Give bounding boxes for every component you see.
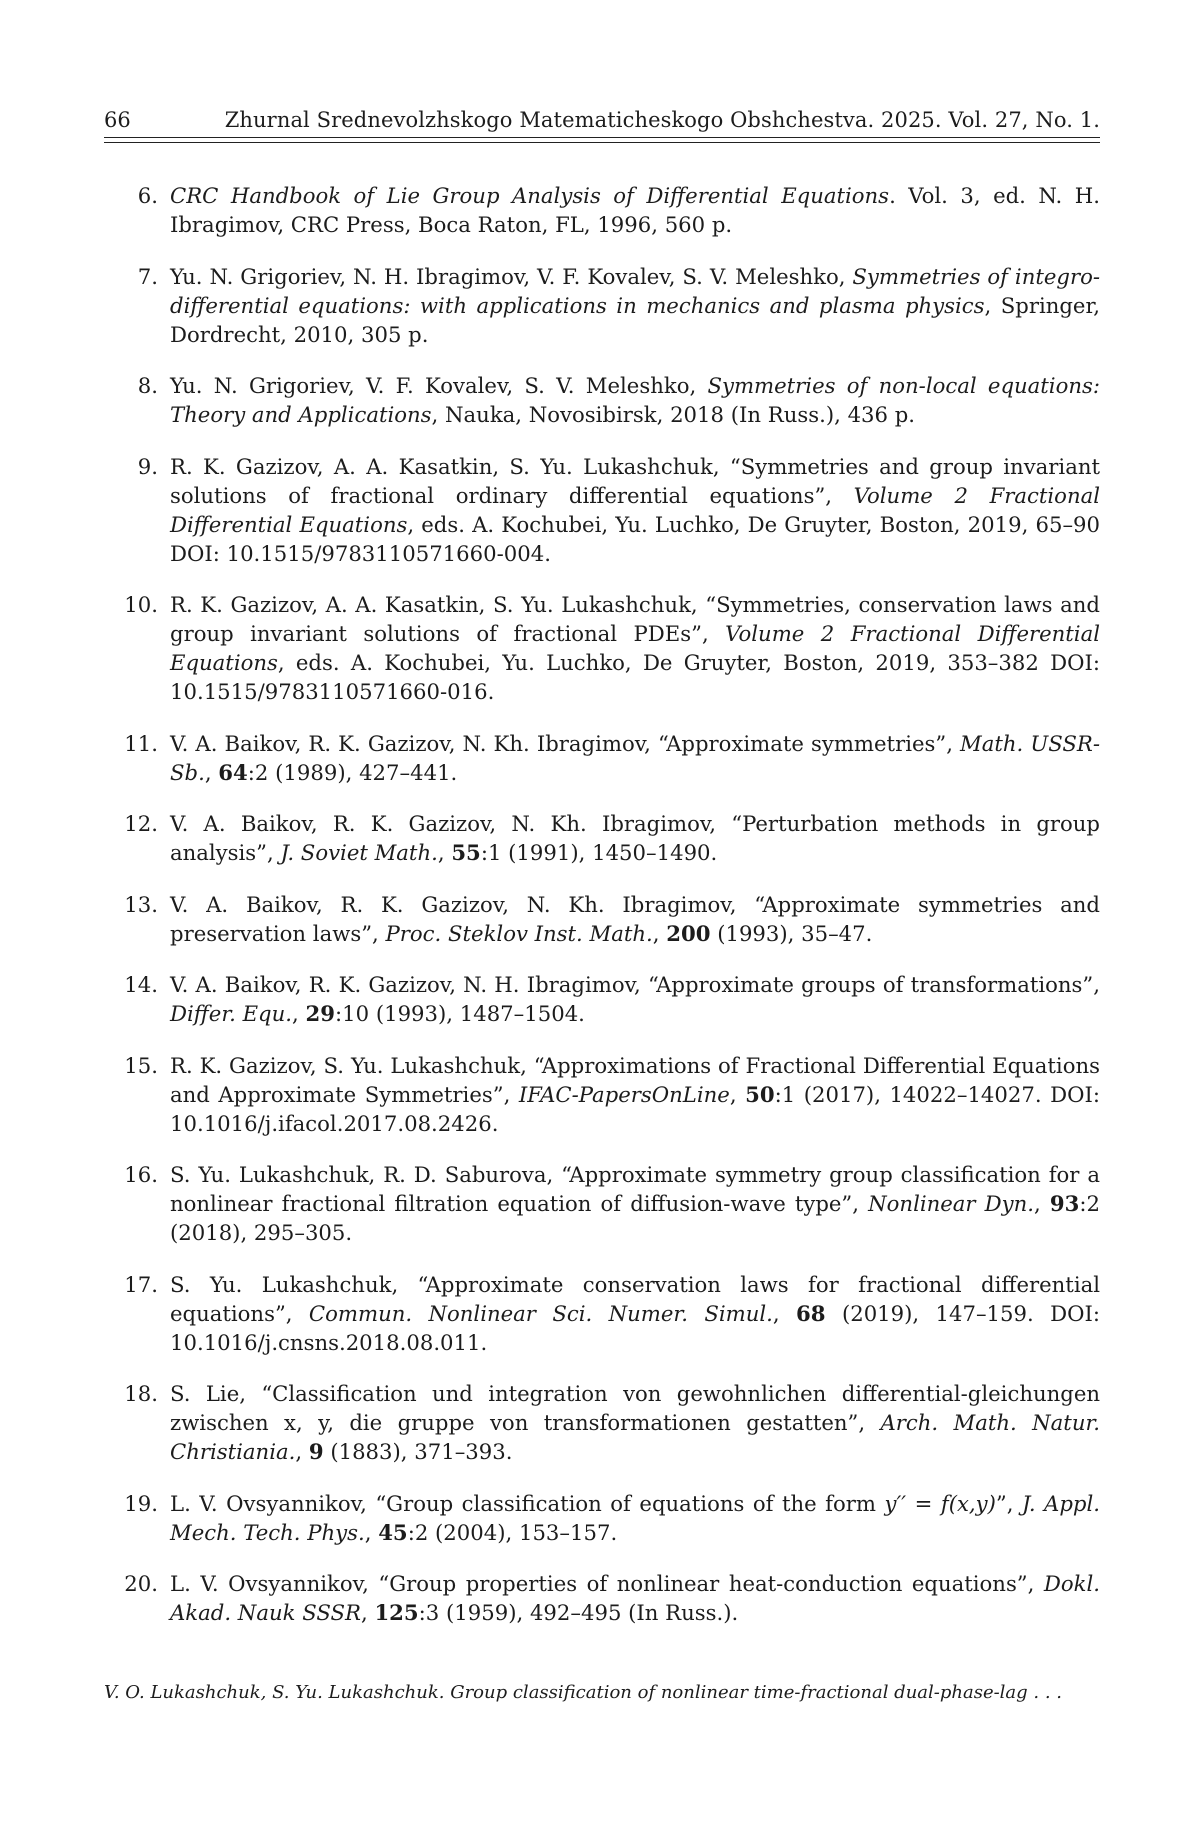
reference-text: , <box>360 1600 375 1625</box>
reference-volume: 29 <box>305 1001 335 1026</box>
journal-title: Zhurnal Srednevolzhskogo Matematicheskogo Obshchestva. 2025. Vol. 27, No. 1. <box>224 108 1100 132</box>
reference-text: Yu. N. Grigoriev, N. H. Ibragimov, V. F. Kovalev, S. V. Meleshko, <box>170 263 853 289</box>
reference-text: S. Yu. Lukashchuk, R. D. Saburova, “Approximate symmetry group classification for a nonlinear fractional filtration equation of diffusion-wave type”, <box>170 1162 1100 1216</box>
reference-number: 9. <box>137 453 158 479</box>
reference-text: :2 (2018), 295–305. <box>170 1191 1100 1245</box>
reference-item <box>104 371 1100 429</box>
reference-volume: 68 <box>796 1300 826 1326</box>
reference-italic-text: Nonlinear Dyn. <box>868 1191 1035 1216</box>
reference-item <box>104 590 1100 706</box>
reference-italic-text: Dokl. Akad. Nauk SSSR <box>170 1571 1100 1625</box>
reference-item <box>104 452 1100 568</box>
reference-item <box>104 729 1100 787</box>
reference-number: 6. <box>137 183 158 208</box>
reference-text: ”, <box>995 1490 1022 1516</box>
reference-text: L. V. Ovsyannikov, “Group classification of equations of the form <box>170 1490 885 1516</box>
reference-text: , <box>652 920 667 946</box>
reference-italic-text: Volume 2 Fractional Differential Equations <box>170 482 1100 537</box>
reference-text: , <box>364 1519 379 1545</box>
reference-text: , eds. A. Kochubei, Yu. Luchko, De Gruyter, Boston, 2019, 65–90 DOI: 10.1515/9783110571660-004. <box>170 511 1101 566</box>
reference-text: V. A. Baikov, R. K. Gazizov, N. Kh. Ibragimov, “Approximate symmetries”, <box>170 730 961 756</box>
reference-text: (1993), 35–47. <box>710 920 873 946</box>
reference-volume: 45 <box>378 1519 408 1545</box>
reference-text: V. A. Baikov, R. K. Gazizov, N. Kh. Ibragimov, “Perturbation methods in group analysis”, <box>170 811 1100 865</box>
reference-text: S. Yu. Lukashchuk, “Approximate conservation laws for fractional differential equations”, <box>170 1271 1100 1326</box>
reference-list <box>104 181 1100 1650</box>
reference-item <box>104 1160 1100 1247</box>
reference-italic-text: CRC Handbook of Lie Group Analysis of Differential Equations <box>170 183 890 208</box>
reference-number: 7. <box>137 263 158 289</box>
reference-text: , Springer, Dordrecht, 2010, 305 p. <box>170 292 1101 347</box>
reference-number: 17. <box>124 1271 158 1297</box>
reference-volume: 55 <box>451 840 481 865</box>
reference-item <box>104 809 1100 867</box>
reference-text: , <box>292 1001 306 1026</box>
reference-volume: 125 <box>374 1600 419 1625</box>
reference-text: (2019), 147–159. DOI: 10.1016/j.cnsns.2018.08.011. <box>170 1300 1100 1355</box>
header-rule-top <box>104 137 1100 138</box>
reference-item <box>104 1489 1100 1547</box>
reference-volume: 64 <box>218 759 248 785</box>
header-rule-bottom <box>104 142 1100 143</box>
reference-text: , eds. A. Kochubei, Yu. Luchko, De Gruyter, Boston, 2019, 353–382 DOI: 10.1515/9783110571660-016. <box>170 650 1100 704</box>
reference-text: , <box>204 759 219 785</box>
reference-text: S. Lie, “Classification und integration von gewohnlichen differential-gleichungen zwischen x, y, die gruppe von transformationen gestatten”, <box>170 1381 1100 1435</box>
reference-item <box>104 890 1100 948</box>
reference-text: , <box>295 1439 309 1464</box>
reference-text: V. A. Baikov, R. K. Gazizov, N. Kh. Ibragimov, “Approximate symmetries and preservation laws”, <box>170 891 1100 946</box>
reference-text: :1 (1991), 1450–1490. <box>480 840 718 865</box>
reference-item <box>104 181 1100 239</box>
reference-text: :3 (1959), 492–495 (In Russ.). <box>418 1600 739 1625</box>
reference-item <box>104 1379 1100 1466</box>
reference-italic-text: Commun. Nonlinear Sci. Numer. Simul. <box>308 1300 773 1326</box>
reference-number: 16. <box>124 1162 158 1187</box>
reference-number: 20. <box>124 1571 158 1596</box>
reference-italic-text: Differ. Equ. <box>170 1001 292 1026</box>
reference-text: Yu. N. Grigoriev, V. F. Kovalev, S. V. Meleshko, <box>170 373 708 398</box>
reference-item <box>104 262 1100 349</box>
reference-number: 10. <box>124 592 158 617</box>
reference-italic-text: Math. USSR-Sb. <box>170 730 1100 785</box>
reference-number: 19. <box>124 1490 158 1516</box>
reference-item <box>104 970 1100 1028</box>
reference-text: , <box>437 840 452 865</box>
reference-item <box>104 1569 1100 1627</box>
reference-number: 14. <box>124 972 158 997</box>
reference-text: (1883), 371–393. <box>323 1439 513 1464</box>
reference-number: 8. <box>137 373 158 398</box>
reference-text: R. K. Gazizov, A. A. Kasatkin, S. Yu. Lukashchuk, “Symmetries and group invariant solutions of fractional ordinary differential equations”, <box>170 453 1100 508</box>
reference-number: 11. <box>124 730 158 756</box>
reference-italic-text: Arch. Math. Natur. Christiania. <box>170 1410 1100 1464</box>
reference-volume: 9 <box>308 1439 324 1464</box>
reference-italic-text: Proc. Steklov Inst. Math. <box>385 920 653 946</box>
reference-italic-text: Symmetries of integro-differential equations: with applications in mechanics and plasma physics <box>170 263 1101 318</box>
reference-italic-text: IFAC-PapersOnLine <box>518 1081 730 1107</box>
reference-text: , <box>1034 1191 1050 1216</box>
reference-text: :10 (1993), 1487–1504. <box>334 1001 585 1026</box>
reference-text: , Nauka, Novosibirsk, 2018 (In Russ.), 436 p. <box>431 402 916 427</box>
reference-volume: 50 <box>745 1081 775 1107</box>
reference-text: . Vol. 3, ed. N. H. Ibragimov, CRC Press, Boca Raton, FL, 1996, 560 p. <box>170 183 1100 237</box>
reference-number: 13. <box>124 891 158 917</box>
reference-text: , <box>729 1081 746 1107</box>
reference-text: :2 (1989), 427–441. <box>247 759 458 785</box>
reference-italic-text: Volume 2 Fractional Differential Equations <box>170 621 1100 675</box>
reference-number: 18. <box>124 1381 158 1406</box>
reference-text: , <box>772 1300 797 1326</box>
page-footer: V. O. Lukashchuk, S. Yu. Lukashchuk. Group classification of nonlinear time-fractional dual-phase-lag . . . <box>104 1682 1063 1703</box>
reference-volume: 93 <box>1049 1191 1080 1216</box>
reference-text: R. K. Gazizov, S. Yu. Lukashchuk, “Approximations of Fractional Differential Equations and Approximate Symmetries”, <box>170 1052 1100 1107</box>
reference-text: V. A. Baikov, R. K. Gazizov, N. H. Ibragimov, “Approximate groups of transformations”, <box>170 972 1100 997</box>
reference-text: :2 (2004), 153–157. <box>407 1519 618 1545</box>
page-number: 66 <box>104 108 131 132</box>
reference-italic-text: y′′ = f(x,y) <box>884 1490 996 1516</box>
reference-item <box>104 1270 1100 1357</box>
reference-text: L. V. Ovsyannikov, “Group properties of nonlinear heat-conduction equations”, <box>170 1571 1044 1596</box>
reference-number: 12. <box>124 811 158 836</box>
reference-italic-text: J. Soviet Math. <box>280 840 438 865</box>
reference-text: :1 (2017), 14022–14027. DOI: 10.1016/j.ifacol.2017.08.2426. <box>170 1081 1100 1136</box>
reference-italic-text: J. Appl. Mech. Tech. Phys. <box>170 1490 1100 1545</box>
reference-item <box>104 1051 1100 1138</box>
reference-number: 15. <box>124 1052 158 1078</box>
reference-volume: 200 <box>666 920 711 946</box>
reference-text: R. K. Gazizov, A. A. Kasatkin, S. Yu. Lukashchuk, “Symmetries, conservation laws and group invariant solutions of fractional PDEs”, <box>170 592 1100 646</box>
reference-italic-text: Symmetries of non-local equations: Theory and Applications <box>170 373 1100 427</box>
